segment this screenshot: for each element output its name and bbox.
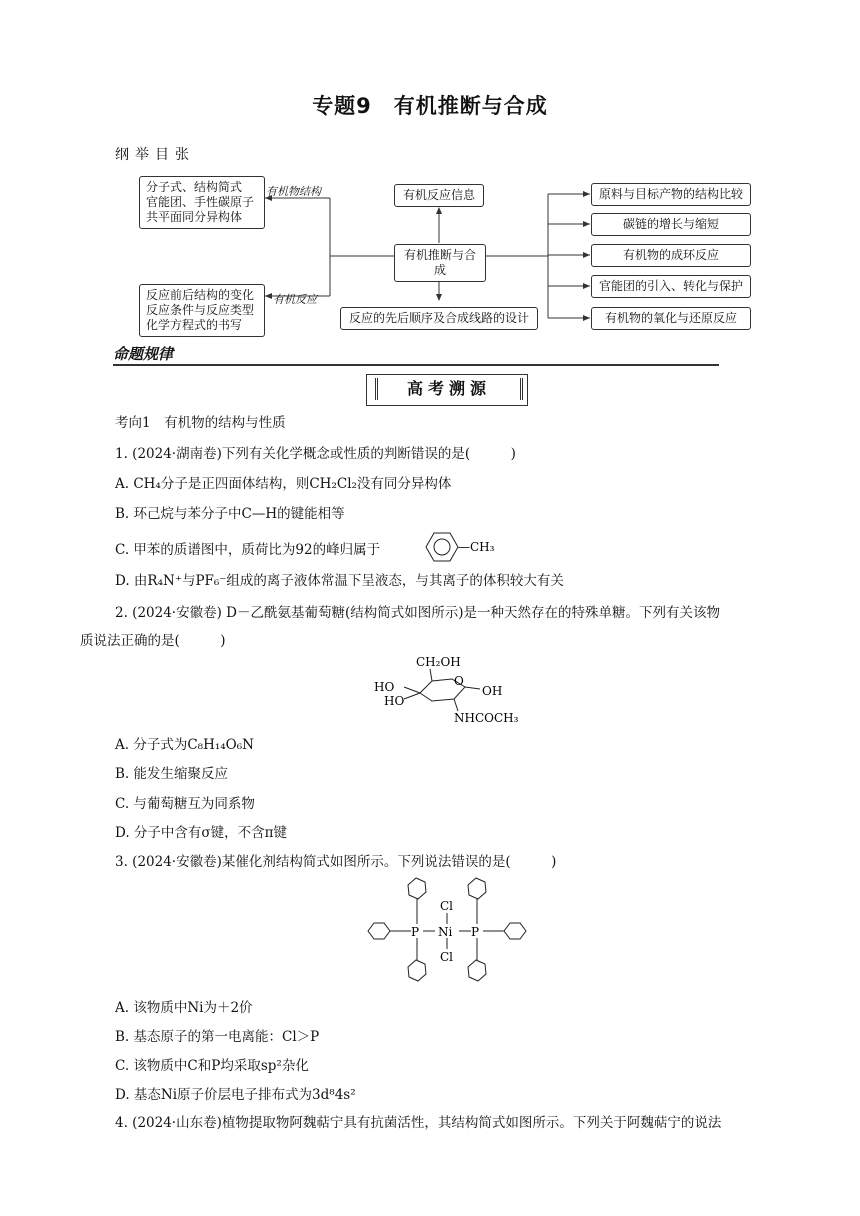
q3-option-d: D. 基态Ni原子价层电子排布式为3d⁸4s² [115, 1087, 356, 1103]
banner-text: 高考溯源 [375, 378, 523, 400]
q3-option-c: C. 该物质中C和P均采取sp²杂化 [115, 1058, 309, 1074]
mindmap-right-item: 官能团的引入、转化与保护 [591, 275, 751, 298]
glucosamine-structure [370, 655, 530, 727]
mindmap-item: 官能团、手性碳原子 [146, 195, 255, 209]
q2-option-c: C. 与葡萄糖互为同系物 [115, 796, 255, 812]
fig-label: HO [374, 680, 395, 694]
toluene-structure [420, 527, 510, 567]
q3-option-b: B. 基态原子的第一电离能：Cl＞P [115, 1029, 320, 1045]
mindmap-right-item: 原料与目标产物的结构比较 [591, 183, 751, 206]
q1-option-b: B. 环己烷与苯分子中C—H的键能相等 [115, 506, 345, 522]
mindmap-item: 反应条件与反应类型 [146, 303, 255, 317]
mindmap-reaction-box [139, 284, 265, 337]
q1-option-c: C. 甲苯的质谱图中，质荷比为92的峰归属于 [115, 542, 381, 558]
subtitle: 纲举目张 [115, 147, 195, 163]
mindmap-item: 分子式、结构简式 [146, 180, 243, 194]
q2-option-a: A. 分子式为C₈H₁₄O₆N [115, 737, 254, 753]
mindmap-right-item: 有机物的成环反应 [591, 244, 751, 267]
mindmap-item: 反应前后结构的变化 [146, 288, 255, 302]
fig-label: Cl [440, 950, 454, 964]
topic-heading: 考向1 有机物的结构与性质 [115, 415, 286, 431]
q1-option-d: D. 由R₄N⁺与PF₆⁻组成的离子液体常温下呈液态，与其离子的体积较大有关 [115, 573, 564, 589]
fig-label: OH [482, 684, 503, 698]
fig-label: P [411, 925, 420, 939]
mindmap-item: 化学方程式的书写 [146, 318, 243, 332]
q3-option-a: A. 该物质中Ni为＋2价 [115, 1000, 253, 1016]
mindmap-right-item: 碳链的增长与缩短 [591, 213, 751, 236]
nickel-complex-structure [362, 875, 532, 990]
fig-label: CH₂OH [416, 655, 461, 669]
fig-label: NHCOCH₃ [454, 711, 519, 725]
q3-stem: 3. (2024·安徽卷)某催化剂结构简式如图所示。下列说法错误的是( ) [115, 854, 557, 870]
page-title: 专题9 有机推断与合成 [312, 94, 548, 118]
mindmap-order-box: 反应的先后顺序及合成线路的设计 [340, 307, 538, 330]
edge-label-reaction: 有机反应 [273, 293, 317, 306]
q2-stem-1: 2. (2024·安徽卷) D－乙酰氨基葡萄糖(结构简式如图所示)是一种天然存在的特殊单糖。下列有关该物 [115, 605, 721, 621]
q1-option-a: A. CH₄分子是正四面体结构，则CH₂Cl₂没有同分异构体 [115, 476, 452, 492]
mindmap-info-box: 有机反应信息 [394, 184, 484, 207]
mindmap-center-box: 有机推断与合成 [394, 244, 486, 282]
fig-label: Ni [438, 925, 453, 939]
fig-label: O [454, 674, 464, 688]
q2-stem-2: 质说法正确的是( ) [80, 633, 226, 649]
fig-label: HO [384, 694, 405, 708]
q4-stem: 4. (2024·山东卷)植物提取物阿魏萜宁具有抗菌活性，其结构简式如图所示。下列关于阿魏萜宁的说法 [115, 1115, 722, 1131]
mindmap-structure-box [139, 176, 265, 229]
banner [366, 374, 528, 406]
q1-stem: 1. (2024·湖南卷)下列有关化学概念或性质的判断错误的是( ) [115, 446, 516, 462]
fig-label: Cl [440, 899, 454, 913]
edge-label-structure: 有机物结构 [266, 185, 321, 198]
mindmap-right-item: 有机物的氧化与还原反应 [591, 307, 751, 330]
toluene-label: —CH₃ [458, 540, 495, 554]
fig-label: P [471, 925, 480, 939]
q2-option-d: D. 分子中含有σ键，不含π键 [115, 825, 288, 841]
q2-option-b: B. 能发生缩聚反应 [115, 766, 229, 782]
divider [113, 364, 719, 366]
section-heading: 命题规律 [113, 345, 174, 363]
mindmap-item: 共平面同分异构体 [146, 210, 243, 224]
